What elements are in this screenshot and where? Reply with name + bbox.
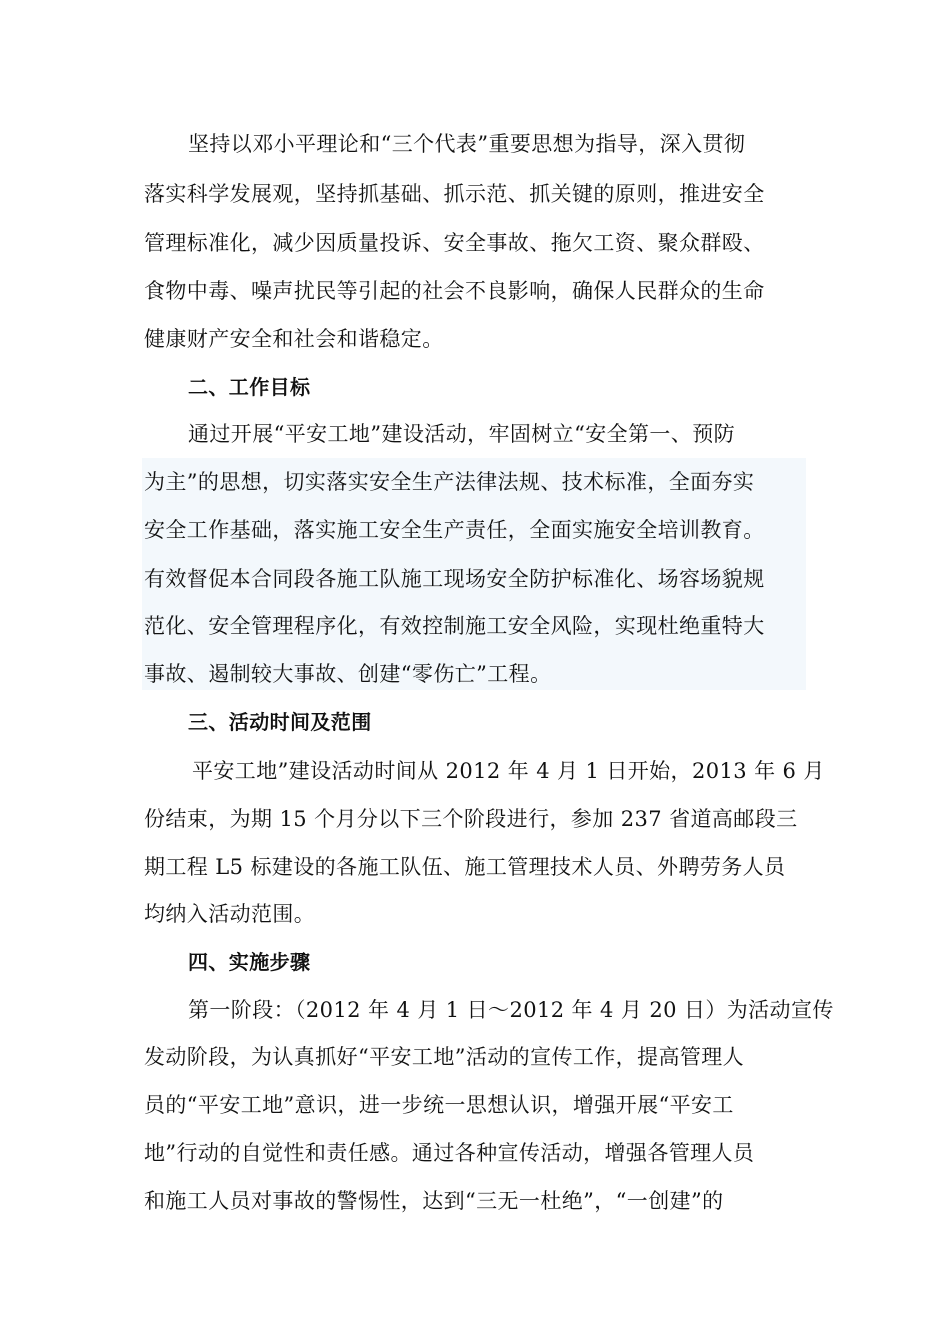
- section-heading-implementation-steps: 四、实施步骤: [188, 950, 311, 974]
- paragraph-4-line-4: 地”行动的自觉性和责任感。通过各种宣传活动，增强各管理人员: [144, 1141, 755, 1165]
- paragraph-2-line-5: 范化、安全管理程序化，有效控制施工安全风险，实现杜绝重特大: [144, 614, 765, 638]
- paragraph-2-line-4: 有效督促本合同段各施工队施工现场安全防护标准化、场容场貌规: [144, 567, 765, 591]
- paragraph-1-line-3: 管理标准化，减少因质量投诉、安全事故、拖欠工资、聚众群殴、: [144, 231, 765, 255]
- paragraph-3-line-1: 平安工地”建设活动时间从 2012 年 4 月 1 日开始，2013 年 6 月: [192, 759, 825, 783]
- paragraph-2-line-6: 事故、遏制较大事故、创建“零伤亡”工程。: [144, 662, 552, 686]
- paragraph-2-line-2: 为主”的思想，切实落实安全生产法律法规、技术标准，全面夯实: [144, 470, 755, 494]
- paragraph-3-line-2: 份结束，为期 15 个月分以下三个阶段进行，参加 237 省道高邮段三: [144, 807, 798, 831]
- paragraph-1-line-4: 食物中毒、噪声扰民等引起的社会不良影响，确保人民群众的生命: [144, 279, 765, 303]
- paragraph-1-line-2: 落实科学发展观，坚持抓基础、抓示范、抓关键的原则，推进安全: [144, 182, 765, 206]
- paragraph-1-line-1: 坚持以邓小平理论和“三个代表”重要思想为指导，深入贯彻: [188, 132, 746, 156]
- paragraph-3-line-4: 均纳入活动范围。: [144, 902, 316, 926]
- paragraph-4-line-5: 和施工人员对事故的警惕性，达到“三无一杜绝”，“一创建”的: [144, 1189, 724, 1213]
- section-heading-activity-time-scope: 三、活动时间及范围: [188, 710, 372, 734]
- paragraph-4-line-1: 第一阶段：（2012 年 4 月 1 日～2012 年 4 月 20 日）为活动宣传: [188, 998, 834, 1022]
- paragraph-4-line-2: 发动阶段，为认真抓好“平安工地”活动的宣传工作，提高管理人: [144, 1045, 745, 1069]
- paragraph-2-line-1: 通过开展“平安工地”建设活动，牢固树立“安全第一、预防: [188, 422, 736, 446]
- paragraph-4-line-3: 员的“平安工地”意识，进一步统一思想认识，增强开展“平安工: [144, 1093, 734, 1117]
- paragraph-2-line-3: 安全工作基础，落实施工安全生产责任，全面实施安全培训教育。: [144, 518, 765, 542]
- paragraph-1-line-5: 健康财产安全和社会和谐稳定。: [144, 327, 444, 351]
- paragraph-3-line-3: 期工程 L5 标建设的各施工队伍、施工管理技术人员、外聘劳务人员: [144, 855, 786, 879]
- section-heading-work-goals: 二、工作目标: [188, 375, 311, 399]
